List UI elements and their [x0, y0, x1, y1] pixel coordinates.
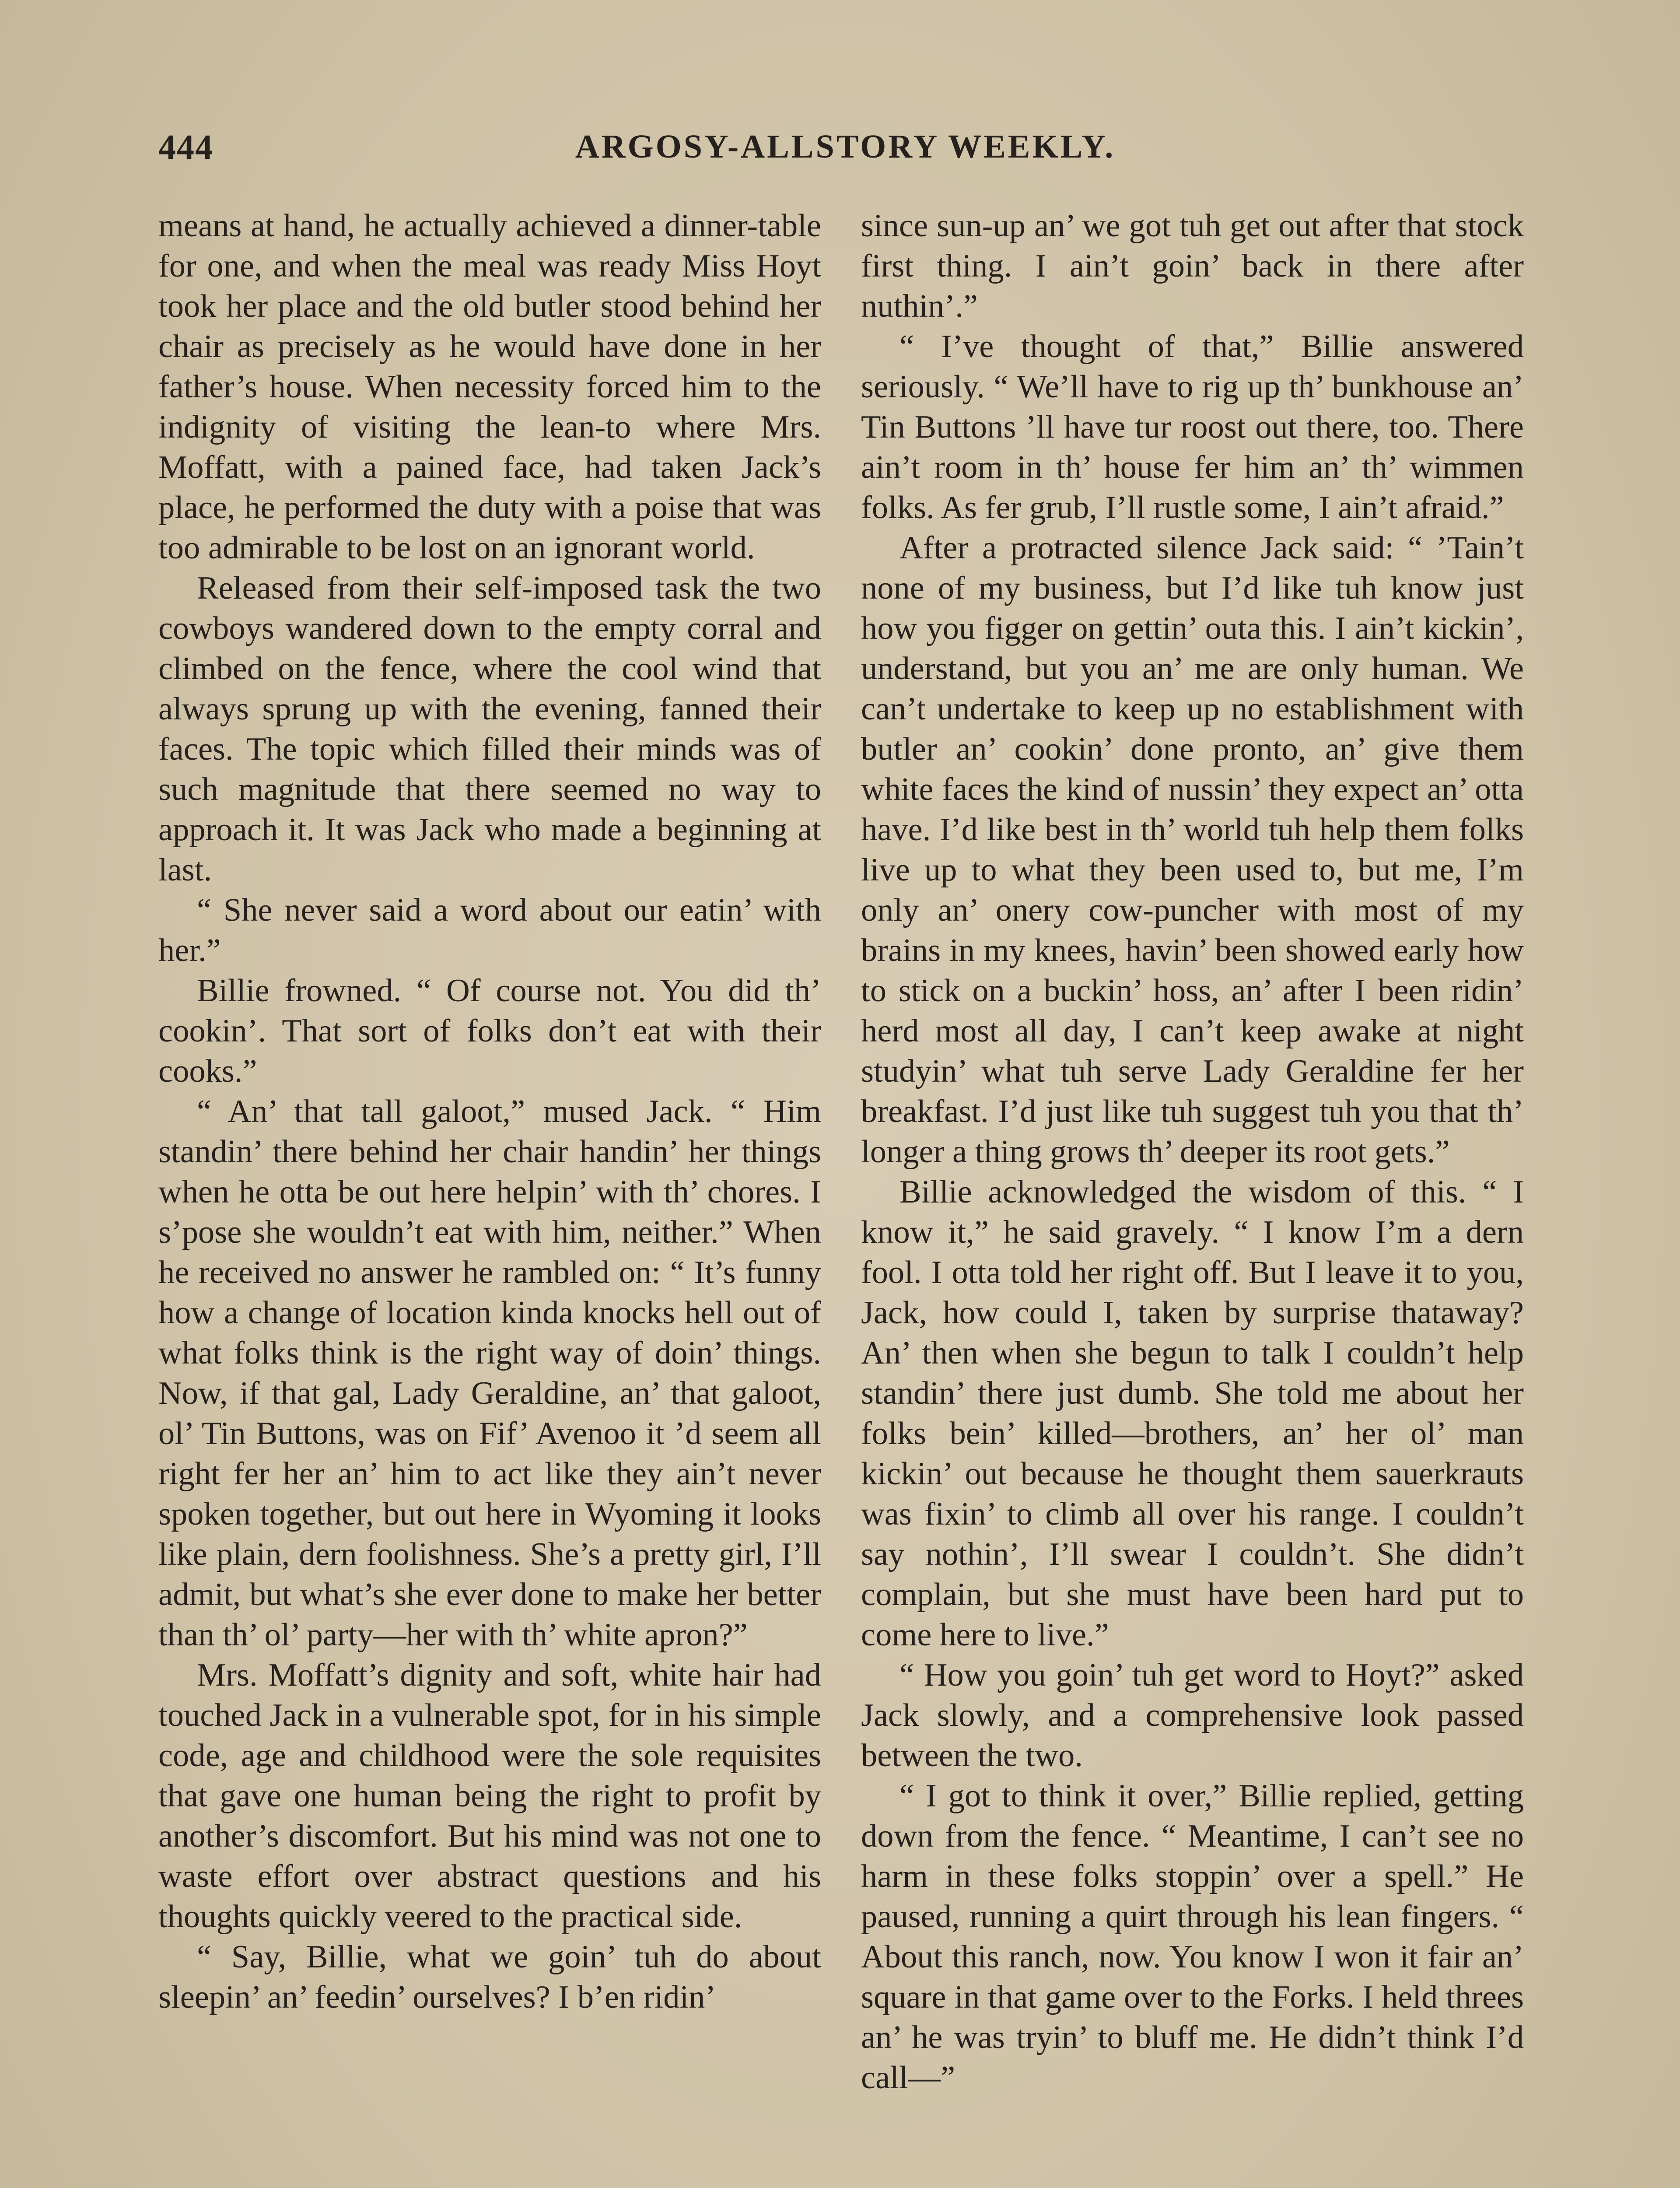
paragraph: “ I got to think it over,” Billie replied, getting down from the fence. “ Meantime, I can’t see no harm in these folks stoppin’ over a spell.” He paused, running a quirt through his lean fingers. “ About this ranch, now. You know I won it fair an’ square in that game over to the Forks. I held threes an’ he was tryin’ to bluff me. He didn’t think I’d call—” — [861, 1778, 1524, 2096]
paragraph: “ Say, Billie, what we goin’ tuh do about sleepin’ an’ feedin’ ourselves? I b’en ridin’ — [158, 1939, 821, 2015]
paragraph: Released from their self-imposed task the two cowboys wandered down to the empty corral and climbed on the fence, where the cool wind that always sprung up with the evening, fanned their faces. The topic which filled their minds was of such magnitude that there seemed no way to approach it. It was Jack who made a beginning at last. — [158, 570, 821, 888]
right-column — [861, 206, 1524, 2188]
paragraph: After a protracted silence Jack said: “ ’Tain’t none of my business, but I’d like tuh know just how you figger on gettin’ outa this. I ain’t kickin’, understand, but you an’ me are only human. We can’t undertake to keep up no establishment with butler an’ cookin’ done pronto, an’ give them white faces the kind of nussin’ they expect an’ otta have. I’d like best in th’ world tuh help them folks live up to what they been used to, but me, I’m only an’ onery cow-puncher with most of my brains in my knees, havin’ been showed early how to stick on a buckin’ hoss, an’ after I been ridin’ herd most all day, I can’t keep awake at night studyin’ what tuh serve Lady Geraldine fer her breakfast. I’d just like tuh suggest tuh you that th’ longer a thing grows th’ deeper its root gets.” — [861, 530, 1524, 1170]
page-header — [158, 128, 1532, 176]
paragraph: Billie frowned. “ Of course not. You did th’ cookin’. That sort of folks don’t eat with their cooks.” — [158, 973, 821, 1089]
paragraph: Billie acknowledged the wisdom of this. “ I know it,” he said gravely. “ I know I’m a dern fool. I otta told her right off. But I leave it to you, Jack, how could I, taken by surprise thataway? An’ then when she begun to talk I couldn’t help standin’ there just dumb. She told me about her folks bein’ killed—brothers, an’ her ol’ man kickin’ out because he thought them sauerkrauts was fixin’ to climb all over his range. I couldn’t say nothin’, I’ll swear I couldn’t. She didn’t complain, but she must have been hard put to come here to live.” — [861, 1174, 1524, 1653]
paragraph: “ An’ that tall galoot,” mused Jack. “ Him standin’ there behind her chair handin’ her things when he otta be out here helpin’ with th’ chores. I s’pose she wouldn’t eat with him, neither.” When he received no answer he rambled on: “ It’s funny how a change of location kinda knocks hell out of what folks think is the right way of doin’ things. Now, if that gal, Lady Geraldine, an’ that galoot, ol’ Tin Buttons, was on Fif’ Avenoo it ’d seem all right fer her an’ him to act like they ain’t never spoken together, but out here in Wyoming it looks like plain, dern foolishness. She’s a pretty girl, I’ll admit, but what’s she ever done to make her better than th’ ol’ party—her with th’ white apron?” — [158, 1094, 821, 1653]
paragraph: since sun-up an’ we got tuh get out after that stock first thing. I ain’t goin’ back in there after nuthin’.” — [861, 208, 1524, 324]
paragraph: “ I’ve thought of that,” Billie answered seriously. “ We’ll have to rig up th’ bunkhouse an’ Tin Buttons ’ll have tur roost out there, too. There ain’t room in th’ house fer him an’ th’ wimmen folks. As fer grub, I’ll rustle some, I ain’t afraid.” — [861, 329, 1524, 526]
paragraph: “ How you goin’ tuh get word to Hoyt?” asked Jack slowly, and a comprehensive look passed between the two. — [861, 1657, 1524, 1774]
paragraph: “ She never said a word about our eatin’ with her.” — [158, 892, 821, 968]
left-column — [158, 206, 821, 2188]
page-number: 444 — [158, 128, 214, 167]
running-title: ARGOSY-ALLSTORY WEEKLY. — [575, 128, 1116, 165]
paragraph: means at hand, he actually achieved a dinner-table for one, and when the meal was ready Miss Hoyt took her place and the old butler stood behind her chair as precisely as he would have done in her father’s house. When necessity forced him to the indignity of visiting the lean-to where Mrs. Moffatt, with a pained face, had taken Jack’s place, he performed the duty with a poise that was too admirable to be lost on an ignorant world. — [158, 208, 821, 566]
paragraph: Mrs. Moffatt’s dignity and soft, white hair had touched Jack in a vulnerable spot, for in his simple code, age and childhood were the sole requisites that gave one human being the right to profit by another’s discomfort. But his mind was not one to waste effort over abstract questions and his thoughts quickly veered to the practical side. — [158, 1657, 821, 1935]
